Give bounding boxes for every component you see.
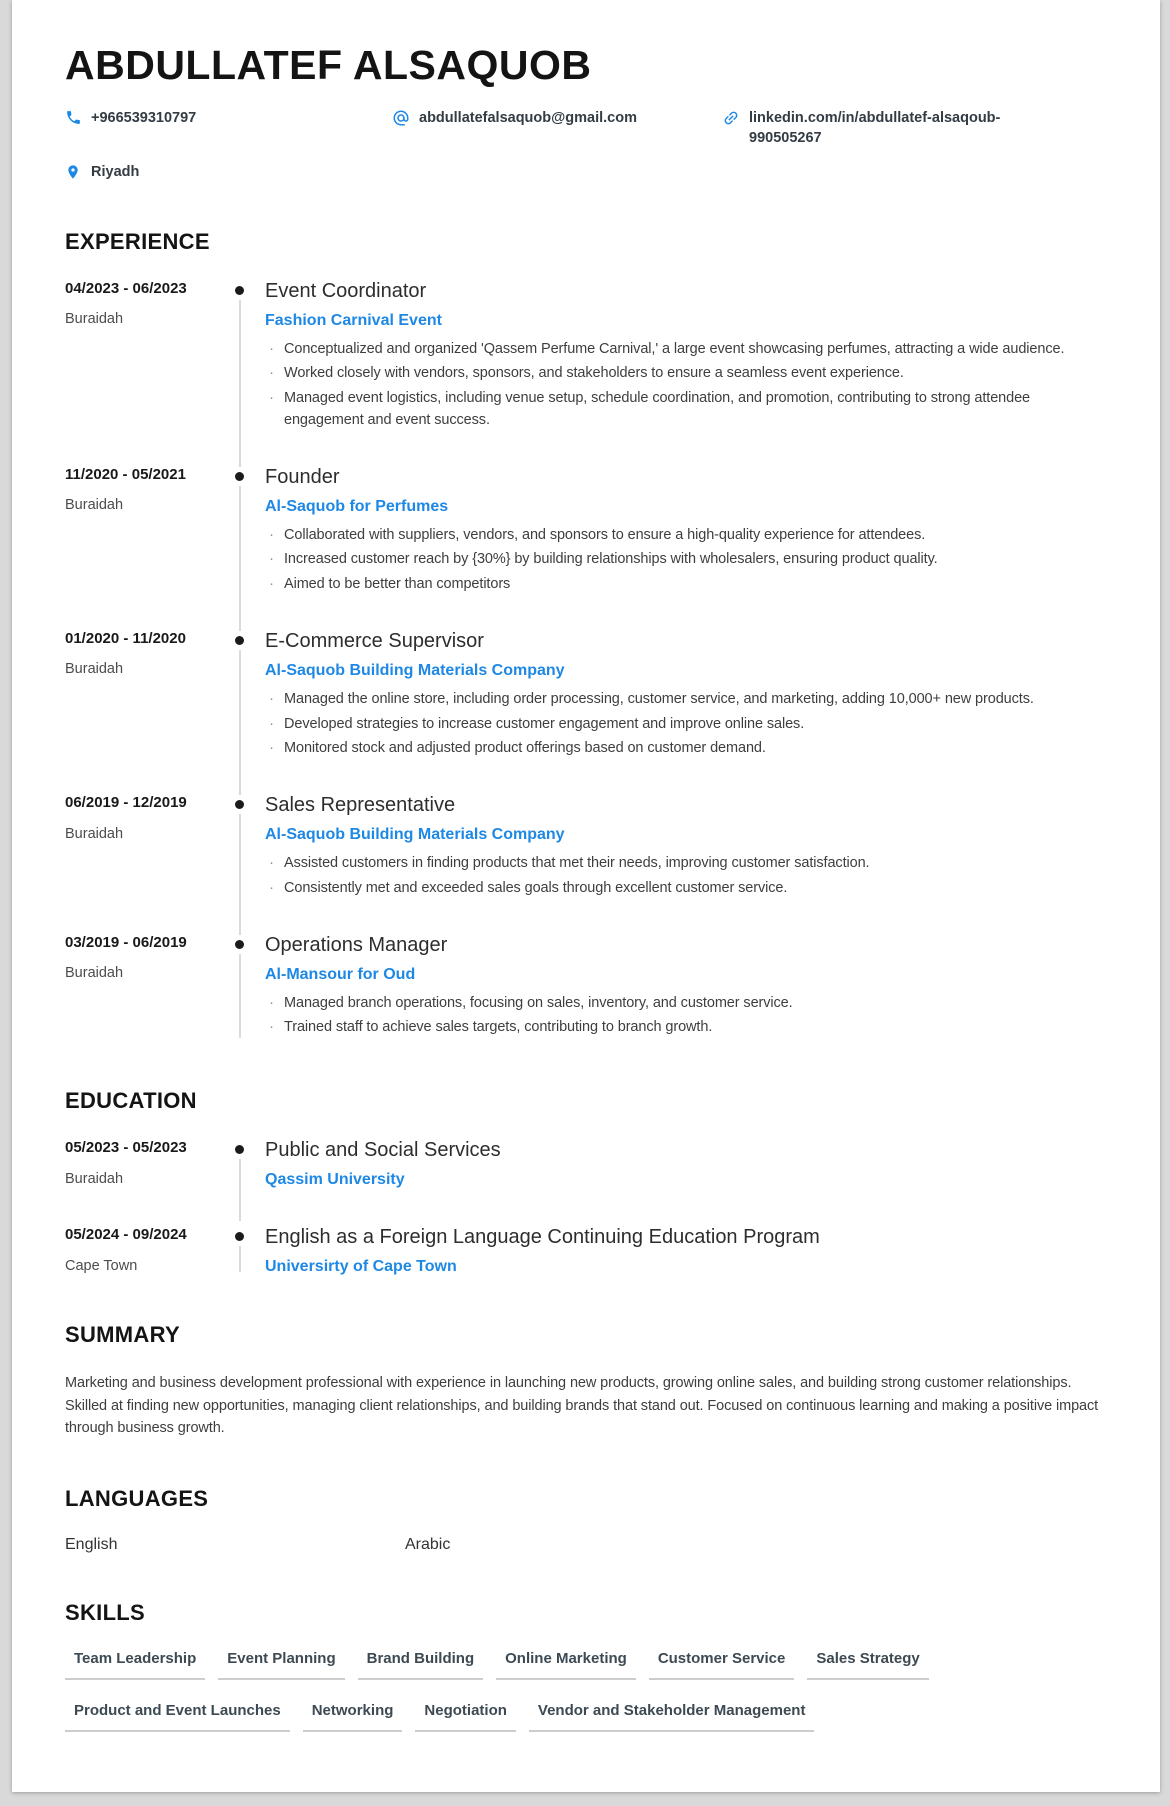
timeline — [223, 279, 265, 435]
job-title: E-Commerce Supervisor — [265, 629, 484, 652]
job-title: Operations Manager — [265, 933, 448, 956]
resume-page — [12, 0, 1160, 1792]
email-link[interactable] — [392, 109, 722, 148]
skill-item: Team Leadership — [65, 1650, 205, 1680]
bullet-marker: · — [269, 526, 274, 543]
entry-date: 05/2023 - 05/2023 — [65, 1139, 187, 1157]
school-link[interactable]: Universirty of Cape Town — [265, 1258, 457, 1276]
timeline-dot — [235, 940, 244, 949]
bullet-item: · Managed event logistics, including venue setup, schedule coordination, and promotion, contributing to strong attendee engagement and event success. — [265, 388, 1105, 432]
job-title: Founder — [265, 465, 340, 488]
education-entry — [65, 1225, 1105, 1276]
bullet-item: · Collaborated with suppliers, vendors, and sponsors to ensure a high-quality experience for attendees. — [265, 525, 1105, 547]
entry-date: 04/2023 - 06/2023 — [65, 279, 187, 297]
bullet-item: · Consistently met and exceeded sales goals through excellent customer service. — [265, 878, 1105, 900]
email-address: abdullatefalsaquob@gmail.com — [419, 110, 637, 126]
section-skills — [65, 1600, 1105, 1732]
section-title-experience: EXPERIENCE — [65, 228, 210, 254]
entry-location: Buraidah — [65, 965, 124, 982]
company-link[interactable]: Al-Saquob Building Materials Company — [265, 826, 565, 844]
entry-date: 03/2019 - 06/2019 — [65, 933, 187, 951]
location-text: Riyadh — [91, 164, 140, 181]
skill-item: Customer Service — [649, 1650, 795, 1680]
company-link[interactable]: Fashion Carnival Event — [265, 311, 442, 329]
location-item — [65, 163, 392, 183]
timeline-dot — [235, 472, 244, 481]
entry-date: 01/2020 - 11/2020 — [65, 629, 186, 647]
skill-item: Event Planning — [218, 1650, 344, 1680]
skill-item: Online Marketing — [496, 1650, 636, 1680]
bullet-item: · Increased customer reach by {30%} by building relationships with wholesalers, ensuring product quality. — [265, 549, 1105, 571]
section-title-skills: SKILLS — [65, 1600, 146, 1626]
company-link[interactable]: Al-Saquob Building Materials Company — [265, 661, 565, 679]
timeline — [223, 465, 265, 599]
bullet-marker: · — [269, 690, 274, 707]
bullet-marker: · — [269, 715, 274, 732]
timeline — [223, 793, 265, 903]
entry-location: Buraidah — [65, 1170, 124, 1187]
section-title-education: EDUCATION — [65, 1088, 197, 1114]
entry-location: Buraidah — [65, 825, 124, 842]
phone-icon — [65, 109, 82, 127]
bullet-item: · Conceptualized and organized 'Qassem Perfume Carnival,' a large event showcasing perfumes, attracting a wide audience. — [265, 339, 1105, 361]
phone-link[interactable] — [65, 109, 392, 148]
timeline-dot — [235, 1145, 244, 1154]
job-title: Event Coordinator — [265, 279, 427, 302]
skill-item: Brand Building — [358, 1650, 484, 1680]
section-title-summary: SUMMARY — [65, 1322, 180, 1348]
bullet-item: · Trained staff to achieve sales targets, contributing to branch growth. — [265, 1017, 1105, 1039]
bullet-item: · Worked closely with vendors, sponsors, and stakeholders to ensure a seamless event experience. — [265, 363, 1105, 385]
email-icon — [392, 109, 410, 127]
location-pin-icon — [65, 163, 82, 181]
summary-text: Marketing and business development professional with experience in launching new products, growing online sales, and building strong customer relationships. Skilled at finding new opportunities, managing client relationships, and building brands that stand out. Focused on continuous learning and making a positive impact through business growth. — [65, 1375, 1099, 1437]
degree-title: Public and Social Services — [265, 1139, 501, 1162]
timeline-dot — [235, 800, 244, 809]
bullet-item: · Managed branch operations, focusing on sales, inventory, and customer service. — [265, 993, 1105, 1015]
skill-item: Negotiation — [415, 1702, 516, 1732]
contact-info — [65, 109, 1105, 183]
bullet-item: · Managed the online store, including order processing, customer service, and marketing, adding 10,000+ new products. — [265, 689, 1105, 711]
person-name: ABDULLATEF ALSAQUOB — [65, 42, 592, 88]
skill-item: Sales Strategy — [807, 1650, 928, 1680]
bullet-item: · Monitored stock and adjusted product offerings based on customer demand. — [265, 738, 1105, 760]
bullet-marker: · — [269, 340, 274, 357]
section-experience — [65, 229, 1105, 1043]
section-summary — [65, 1322, 1105, 1440]
bullet-item: · Aimed to be better than competitors — [265, 574, 1105, 596]
bullet-marker: · — [269, 740, 274, 757]
skill-item: Product and Event Launches — [65, 1702, 290, 1732]
timeline — [223, 1225, 265, 1276]
timeline-dot — [235, 1232, 244, 1241]
section-languages — [65, 1486, 1105, 1554]
linkedin-link[interactable] — [722, 109, 1105, 148]
language-item: Arabic — [405, 1536, 451, 1554]
entry-location: Cape Town — [65, 1257, 138, 1274]
company-link[interactable]: Al-Mansour for Oud — [265, 965, 416, 983]
bullet-marker: · — [269, 1019, 274, 1036]
entry-date: 11/2020 - 05/2021 — [65, 465, 186, 483]
entry-date: 06/2019 - 12/2019 — [65, 794, 187, 812]
phone-number: +966539310797 — [91, 110, 197, 126]
bullet-marker: · — [269, 994, 274, 1011]
timeline — [223, 933, 265, 1043]
bullet-marker: · — [269, 855, 274, 872]
timeline-dot — [235, 286, 244, 295]
timeline — [223, 1138, 265, 1189]
school-link[interactable]: Qassim University — [265, 1171, 405, 1189]
linkedin-url: linkedin.com/in/abdullatef-alsaqoub-990505267 — [749, 110, 1001, 146]
skill-item: Vendor and Stakeholder Management — [529, 1702, 815, 1732]
bullet-marker: · — [269, 551, 274, 568]
experience-entry — [65, 793, 1105, 903]
experience-entry — [65, 465, 1105, 599]
entry-date: 05/2024 - 09/2024 — [65, 1226, 187, 1244]
bullet-marker: · — [269, 390, 274, 407]
section-title-languages: LANGUAGES — [65, 1486, 209, 1512]
link-icon — [722, 109, 740, 127]
skill-item: Networking — [303, 1702, 403, 1732]
bullet-item: · Assisted customers in finding products that met their needs, improving customer satisfaction. — [265, 853, 1105, 875]
timeline — [223, 629, 265, 763]
bullet-marker: · — [269, 365, 274, 382]
degree-title: English as a Foreign Language Continuing Education Program — [265, 1226, 820, 1249]
section-education — [65, 1088, 1105, 1276]
job-title: Sales Representative — [265, 794, 456, 817]
entry-location: Buraidah — [65, 311, 124, 328]
experience-entry — [65, 933, 1105, 1043]
bullet-marker: · — [269, 879, 274, 896]
entry-location: Buraidah — [65, 661, 124, 678]
company-link[interactable]: Al-Saquob for Perfumes — [265, 497, 449, 515]
bullet-item: · Developed strategies to increase customer engagement and improve online sales. — [265, 714, 1105, 736]
timeline-dot — [235, 636, 244, 645]
entry-location: Buraidah — [65, 497, 124, 514]
education-entry — [65, 1138, 1105, 1189]
bullet-marker: · — [269, 576, 274, 593]
experience-entry — [65, 279, 1105, 435]
language-item: English — [65, 1536, 118, 1554]
experience-entry — [65, 629, 1105, 763]
